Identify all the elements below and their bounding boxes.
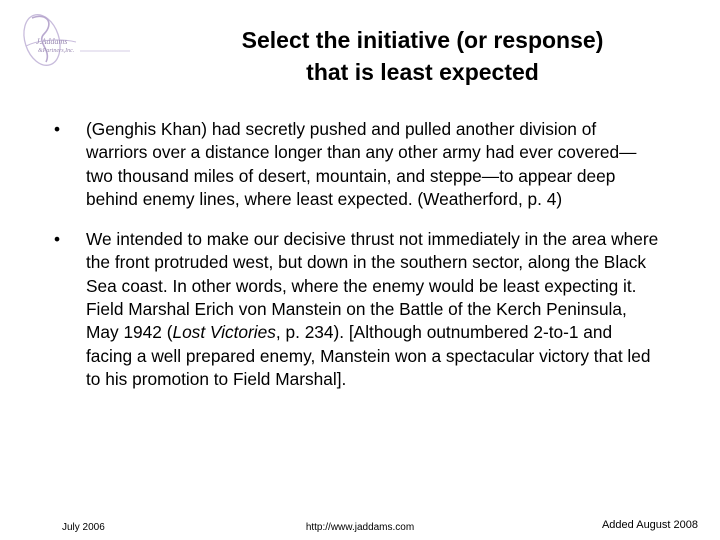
svg-text:J.Addams: J.Addams bbox=[36, 37, 68, 46]
bullet-text bbox=[86, 229, 658, 389]
company-logo bbox=[18, 10, 136, 72]
bullet-text-part: We intended to make our decisive thrust not immediately in the area where the front protruded west, but down in the southern sector, along the Black Sea coast. In other words, where the enemy would be least expecting it. Field Marshal Erich von Manstein on the Battle of the Kerch Peninsula, May 1942 ( bbox=[86, 229, 659, 343]
book-title: Lost Victories bbox=[172, 322, 276, 343]
bullet-text-part: , p. 234). [Although outnumbered 2-to-1 and facing a well prepared enemy, Manstein won a spectacular victory that led to his promotion to Field Marshal]. bbox=[86, 322, 651, 389]
bullet-text: (Genghis Khan) had secretly pushed and pulled another division of warriors over a distance longer than any other army had ever covered—two thousand miles of desert, mountain, and steppe—to appear deep behind enemy lines, where least expected. (Weatherford, p. 4) bbox=[86, 119, 637, 209]
list-item bbox=[52, 228, 662, 391]
footer-url: http://www.jaddams.com bbox=[305, 522, 415, 533]
footer-added-date: Added August 2008 bbox=[601, 519, 698, 531]
bullet-marker: • bbox=[54, 229, 61, 250]
svg-text:&Partners,Inc.: &Partners,Inc. bbox=[38, 48, 75, 54]
bullet-list bbox=[52, 118, 662, 391]
title-line-1: Select the initiative (or response) bbox=[241, 27, 604, 53]
list-item bbox=[52, 118, 662, 211]
jaddams-logo-icon bbox=[18, 10, 136, 72]
footer-date: July 2006 bbox=[62, 522, 105, 533]
bullet-marker: • bbox=[54, 119, 61, 139]
title-line-2: that is least expected bbox=[306, 59, 539, 85]
slide-title bbox=[150, 24, 695, 88]
